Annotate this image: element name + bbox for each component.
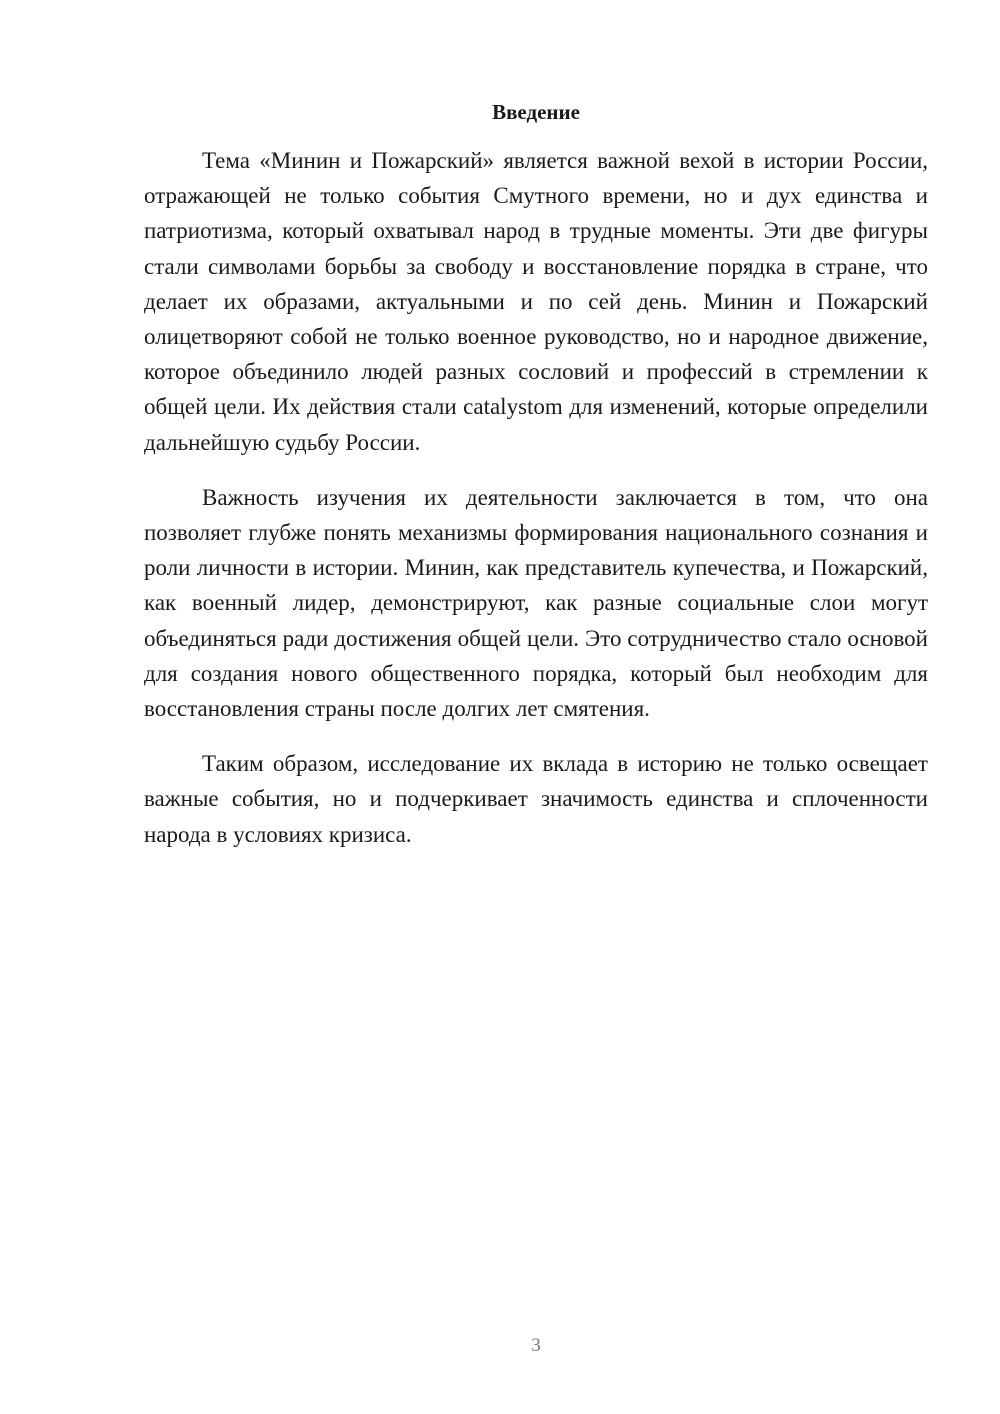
paragraph-1: Тема «Минин и Пожарский» является важной вехой в истории России, отражающей не только события Смутного времени, но и дух единства и патриотизма, который охватывал народ в трудные моменты. Эти две фигуры стали символами борьбы за свободу и восстановление порядка в стране, что делает их образами, актуальными и по сей день. Минин и Пожарский олицетворяют собой не только военное руководство, но и народное движение, которое объединило людей разных сословий и профессий в стремлении к общей цели. Их действия стали catalystom для изменений, которые определили дальнейшую судьбу России. <box>144 148 928 455</box>
paragraph-2: Важность изучения их деятельности заключается в том, что она позволяет глубже понять механизмы формирования национального сознания и роли личности в истории. Минин, как представитель купечества, и Пожарский, как военный лидер, демонстрируют, как разные социальные слои могут объединяться ради достижения общей цели. Это сотрудничество стало основой для создания нового общественного порядка, который был необходим для восстановления страны после долгих лет смятения. <box>144 484 928 722</box>
document-body <box>144 143 928 872</box>
paragraph-3: Таким образом, исследование их вклада в историю не только освещает важные события, но и подчеркивает значимость единства и сплоченности народа в условиях кризиса. <box>144 751 928 847</box>
page-number: 3 <box>531 1335 541 1356</box>
section-heading: Введение <box>492 100 580 124</box>
